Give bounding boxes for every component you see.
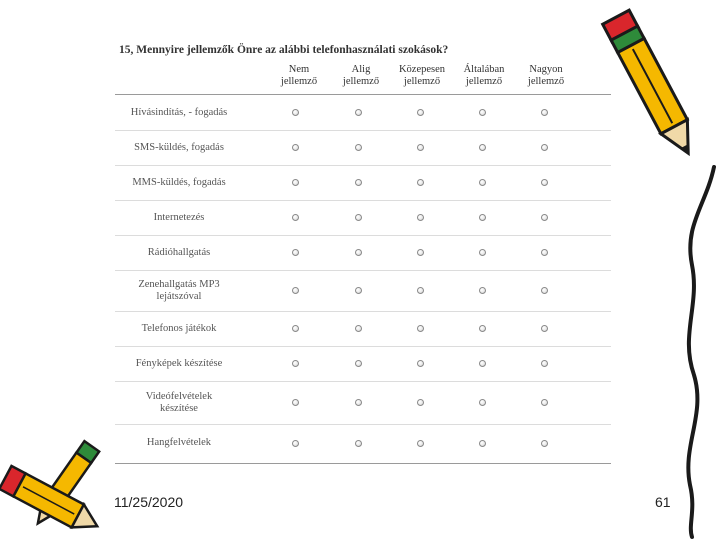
column-header-alig: Alig jellemző [342, 64, 380, 87]
radio-altalaban[interactable] [479, 360, 486, 367]
radio-alig[interactable] [355, 440, 362, 447]
radio-altalaban[interactable] [479, 440, 486, 447]
radio-kozepesen[interactable] [417, 109, 424, 116]
slide-page-number: 61 [655, 494, 671, 510]
radio-kozepesen[interactable] [417, 144, 424, 151]
row-label: Internetezés [153, 212, 205, 223]
radio-nem[interactable] [292, 287, 299, 294]
row-label: Fényképek készítése [135, 358, 223, 369]
radio-alig[interactable] [355, 325, 362, 332]
radio-altalaban[interactable] [479, 287, 486, 294]
slide-date: 11/25/2020 [114, 494, 184, 510]
table-row [115, 131, 611, 166]
radio-nem[interactable] [292, 440, 299, 447]
radio-nem[interactable] [292, 144, 299, 151]
pencil-icon [598, 2, 708, 172]
row-label: Zenehallgatás MP3 lejátszóval [138, 279, 220, 302]
radio-altalaban[interactable] [479, 399, 486, 406]
row-label: MMS-küldés, fogadás [132, 177, 226, 188]
radio-nagyon[interactable] [541, 287, 548, 294]
radio-alig[interactable] [355, 399, 362, 406]
column-header-altalaban: Általában jellemző [463, 64, 505, 87]
radio-kozepesen[interactable] [417, 440, 424, 447]
radio-kozepesen[interactable] [417, 249, 424, 256]
table-row [115, 382, 611, 425]
radio-nem[interactable] [292, 214, 299, 221]
row-label: Telefonos játékok [141, 323, 217, 334]
radio-nem[interactable] [292, 360, 299, 367]
radio-altalaban[interactable] [479, 179, 486, 186]
row-label: Videófelvételek készítése [145, 391, 213, 414]
radio-nem[interactable] [292, 325, 299, 332]
radio-kozepesen[interactable] [417, 399, 424, 406]
radio-nem[interactable] [292, 109, 299, 116]
table-row [115, 166, 611, 201]
survey-bottom-rule [115, 463, 611, 464]
survey-panel [113, 36, 611, 464]
column-header-nagyon: Nagyon jellemző [527, 64, 565, 87]
radio-alig[interactable] [355, 214, 362, 221]
radio-nagyon[interactable] [541, 179, 548, 186]
radio-nagyon[interactable] [541, 440, 548, 447]
radio-altalaban[interactable] [479, 144, 486, 151]
radio-altalaban[interactable] [479, 214, 486, 221]
table-row [115, 271, 611, 312]
table-row [115, 425, 611, 462]
radio-alig[interactable] [355, 249, 362, 256]
radio-nagyon[interactable] [541, 399, 548, 406]
radio-kozepesen[interactable] [417, 214, 424, 221]
row-label: SMS-küldés, fogadás [134, 142, 224, 153]
row-label: Hívásindítás, - fogadás [130, 107, 228, 118]
radio-kozepesen[interactable] [417, 360, 424, 367]
table-row [115, 96, 611, 131]
radio-alig[interactable] [355, 179, 362, 186]
radio-kozepesen[interactable] [417, 287, 424, 294]
radio-alig[interactable] [355, 360, 362, 367]
row-label: Hangfelvételek [146, 437, 212, 448]
column-header-nem: Nem jellemző [280, 64, 318, 87]
radio-alig[interactable] [355, 109, 362, 116]
radio-nagyon[interactable] [541, 144, 548, 151]
radio-nagyon[interactable] [541, 325, 548, 332]
table-row [115, 201, 611, 236]
table-row [115, 236, 611, 271]
radio-nem[interactable] [292, 249, 299, 256]
radio-nagyon[interactable] [541, 249, 548, 256]
radio-altalaban[interactable] [479, 325, 486, 332]
radio-altalaban[interactable] [479, 109, 486, 116]
column-header-kozepesen: Közepesen jellemző [398, 64, 446, 87]
squiggle-line-icon [676, 165, 720, 540]
radio-kozepesen[interactable] [417, 179, 424, 186]
table-row [115, 347, 611, 382]
radio-alig[interactable] [355, 144, 362, 151]
radio-nagyon[interactable] [541, 214, 548, 221]
question-title: 15, Mennyire jellemzők Önre az alábbi telefonhasználati szokások? [119, 44, 449, 56]
radio-nem[interactable] [292, 399, 299, 406]
radio-nagyon[interactable] [541, 360, 548, 367]
radio-nagyon[interactable] [541, 109, 548, 116]
row-label: Rádióhallgatás [147, 247, 211, 258]
crossed-pencils-icon [0, 430, 112, 540]
radio-altalaban[interactable] [479, 249, 486, 256]
header-divider [115, 94, 611, 95]
radio-alig[interactable] [355, 287, 362, 294]
radio-kozepesen[interactable] [417, 325, 424, 332]
table-row [115, 312, 611, 347]
radio-nem[interactable] [292, 179, 299, 186]
